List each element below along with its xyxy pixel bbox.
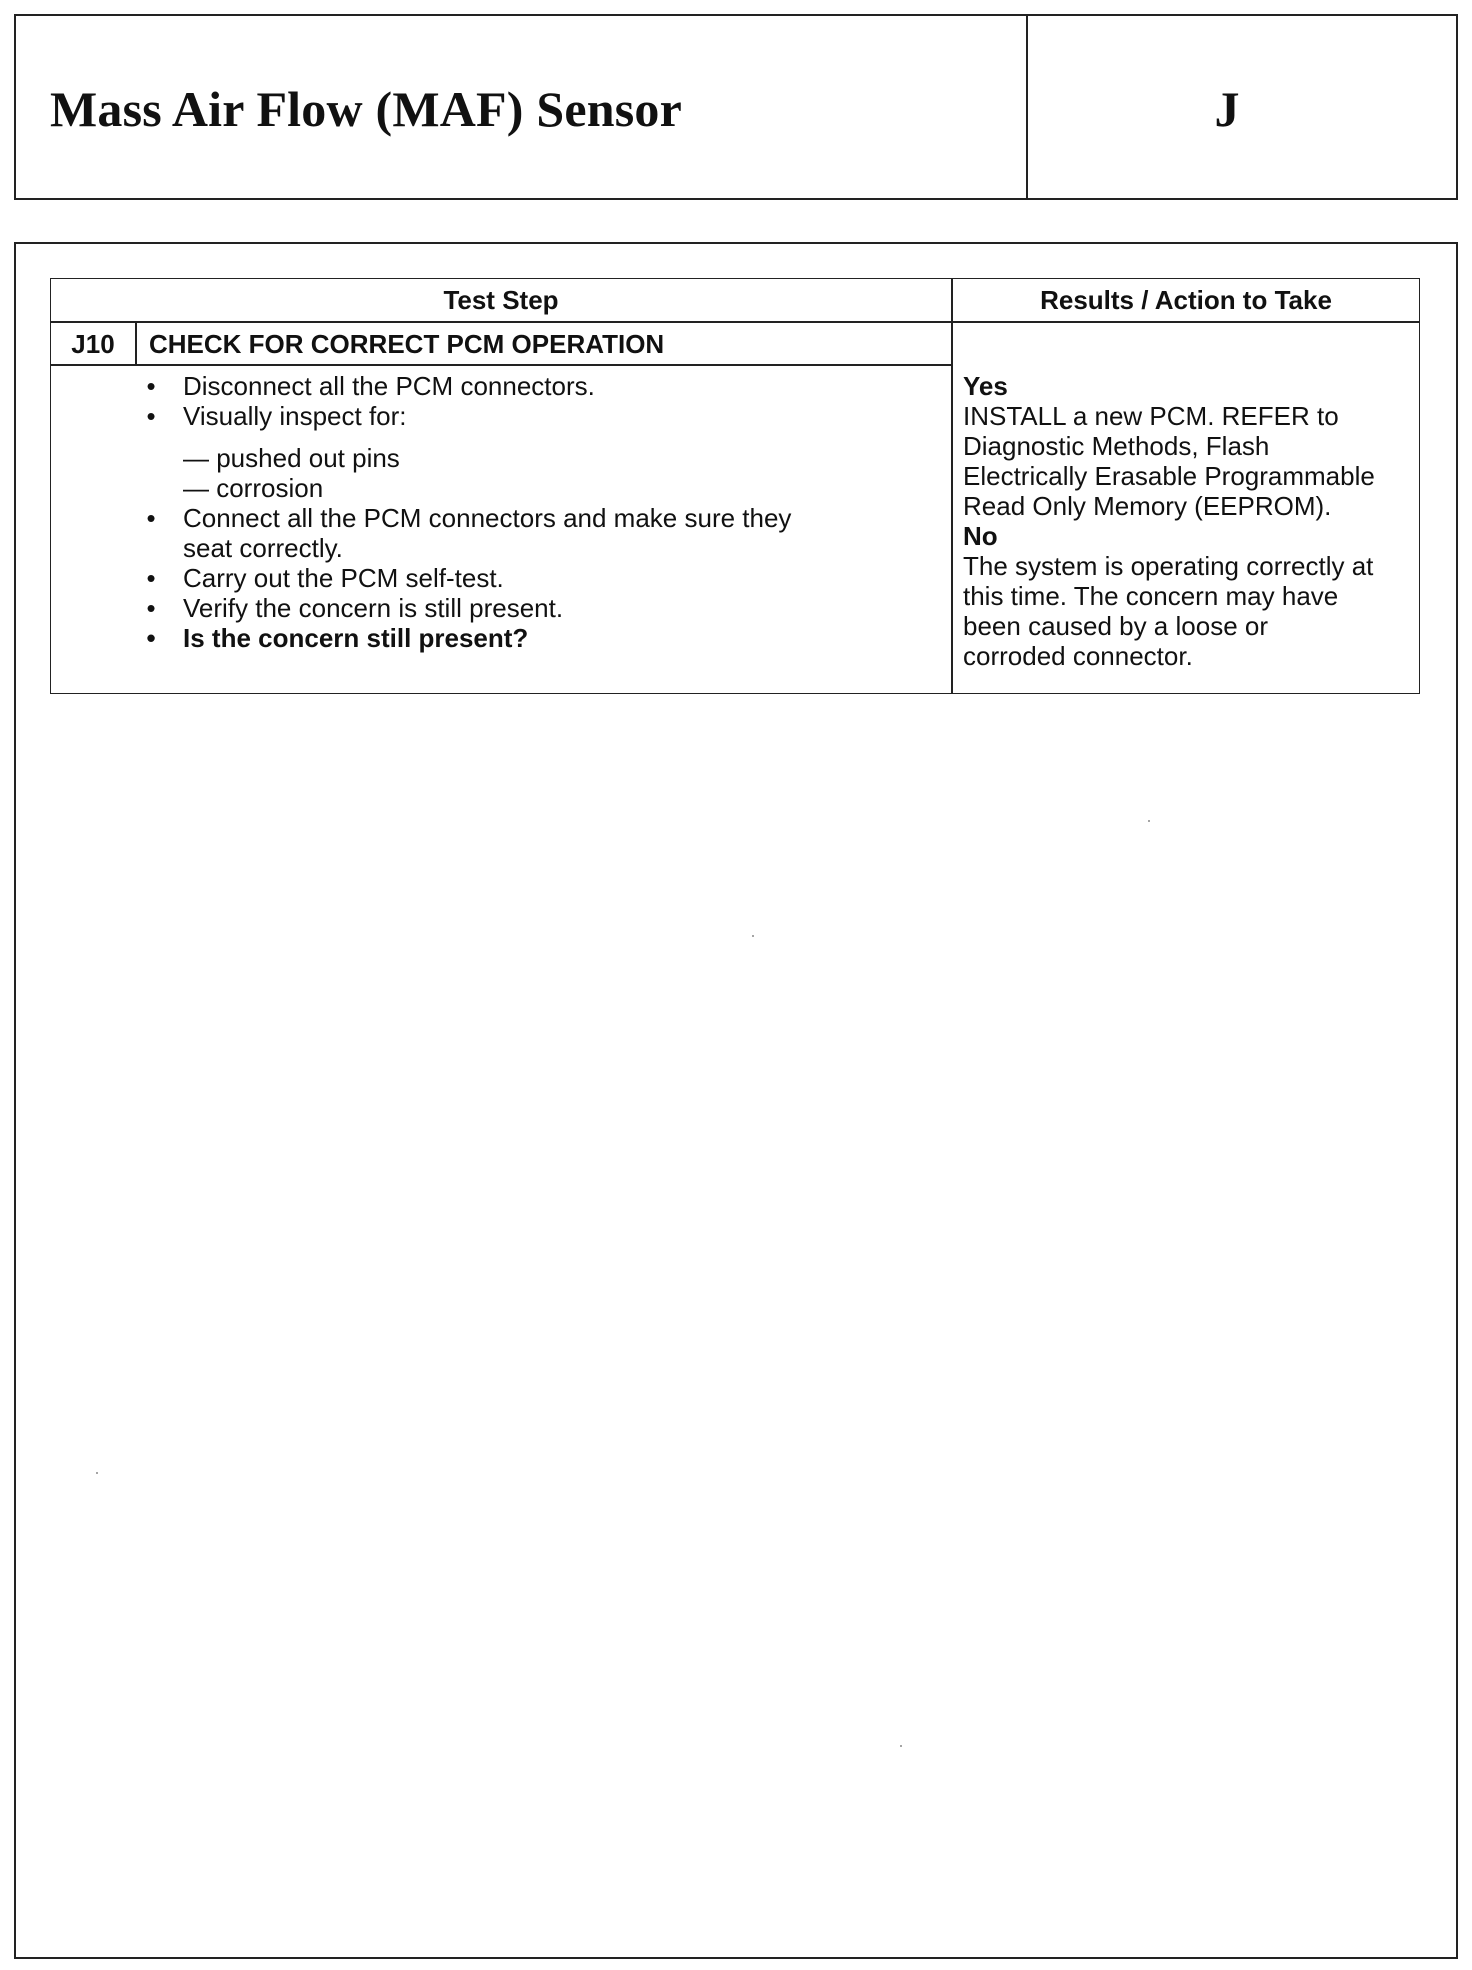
bullet-icon: •	[146, 593, 156, 623]
results-column	[963, 371, 1415, 671]
bullet-icon: •	[146, 623, 156, 653]
step-id: J10	[71, 329, 115, 359]
scan-speck	[1148, 820, 1150, 822]
column-header-test-step: Test Step	[443, 285, 559, 315]
list-item	[141, 401, 941, 431]
list-item	[141, 563, 941, 593]
action-text: Connect all the PCM connectors and make sure they	[183, 503, 792, 533]
action-text: Verify the concern is still present.	[183, 593, 564, 623]
action-text: Carry out the PCM self-test.	[183, 563, 504, 593]
action-subtext: — pushed out pins	[183, 443, 400, 473]
no-label: No	[963, 521, 998, 551]
sub-list-item	[141, 443, 941, 473]
bullet-icon: •	[146, 503, 156, 533]
yes-line: Electrically Erasable Programmable	[963, 461, 1375, 491]
list-item	[141, 371, 941, 401]
sub-list-item	[141, 473, 941, 503]
list-item	[141, 623, 941, 653]
page-title: Mass Air Flow (MAF) Sensor	[50, 81, 682, 137]
question-text: Is the concern still present?	[183, 623, 529, 653]
list-item	[141, 593, 941, 623]
action-text-continued: seat correctly.	[183, 533, 343, 563]
column-header-results: Results / Action to Take	[1040, 285, 1332, 315]
list-item	[141, 503, 941, 563]
yes-line: Read Only Memory (EEPROM).	[963, 491, 1332, 521]
scan-speck	[96, 1472, 98, 1474]
action-list	[141, 371, 941, 653]
yes-line: INSTALL a new PCM. REFER to	[963, 401, 1339, 431]
section-code: J	[1214, 81, 1240, 137]
yes-line: Diagnostic Methods, Flash	[963, 431, 1270, 461]
scan-speck	[752, 935, 754, 937]
column-divider	[951, 279, 953, 693]
step-title-rule	[51, 364, 951, 366]
step-id-divider	[135, 321, 137, 364]
action-text: Visually inspect for:	[183, 401, 407, 431]
header-row-rule	[51, 321, 1419, 323]
scan-speck	[900, 1745, 902, 1747]
yes-label: Yes	[963, 371, 1008, 401]
step-title: CHECK FOR CORRECT PCM OPERATION	[149, 329, 665, 359]
test-step-table	[50, 278, 1420, 694]
action-text: Disconnect all the PCM connectors.	[183, 371, 595, 401]
bullet-icon: •	[146, 401, 156, 431]
no-line: The system is operating correctly at	[963, 551, 1374, 581]
no-line: this time. The concern may have	[963, 581, 1339, 611]
bullet-icon: •	[146, 563, 156, 593]
no-line: been caused by a loose or	[963, 611, 1268, 641]
no-line: corroded connector.	[963, 641, 1193, 671]
bullet-icon: •	[146, 371, 156, 401]
action-subtext: — corrosion	[183, 473, 324, 503]
